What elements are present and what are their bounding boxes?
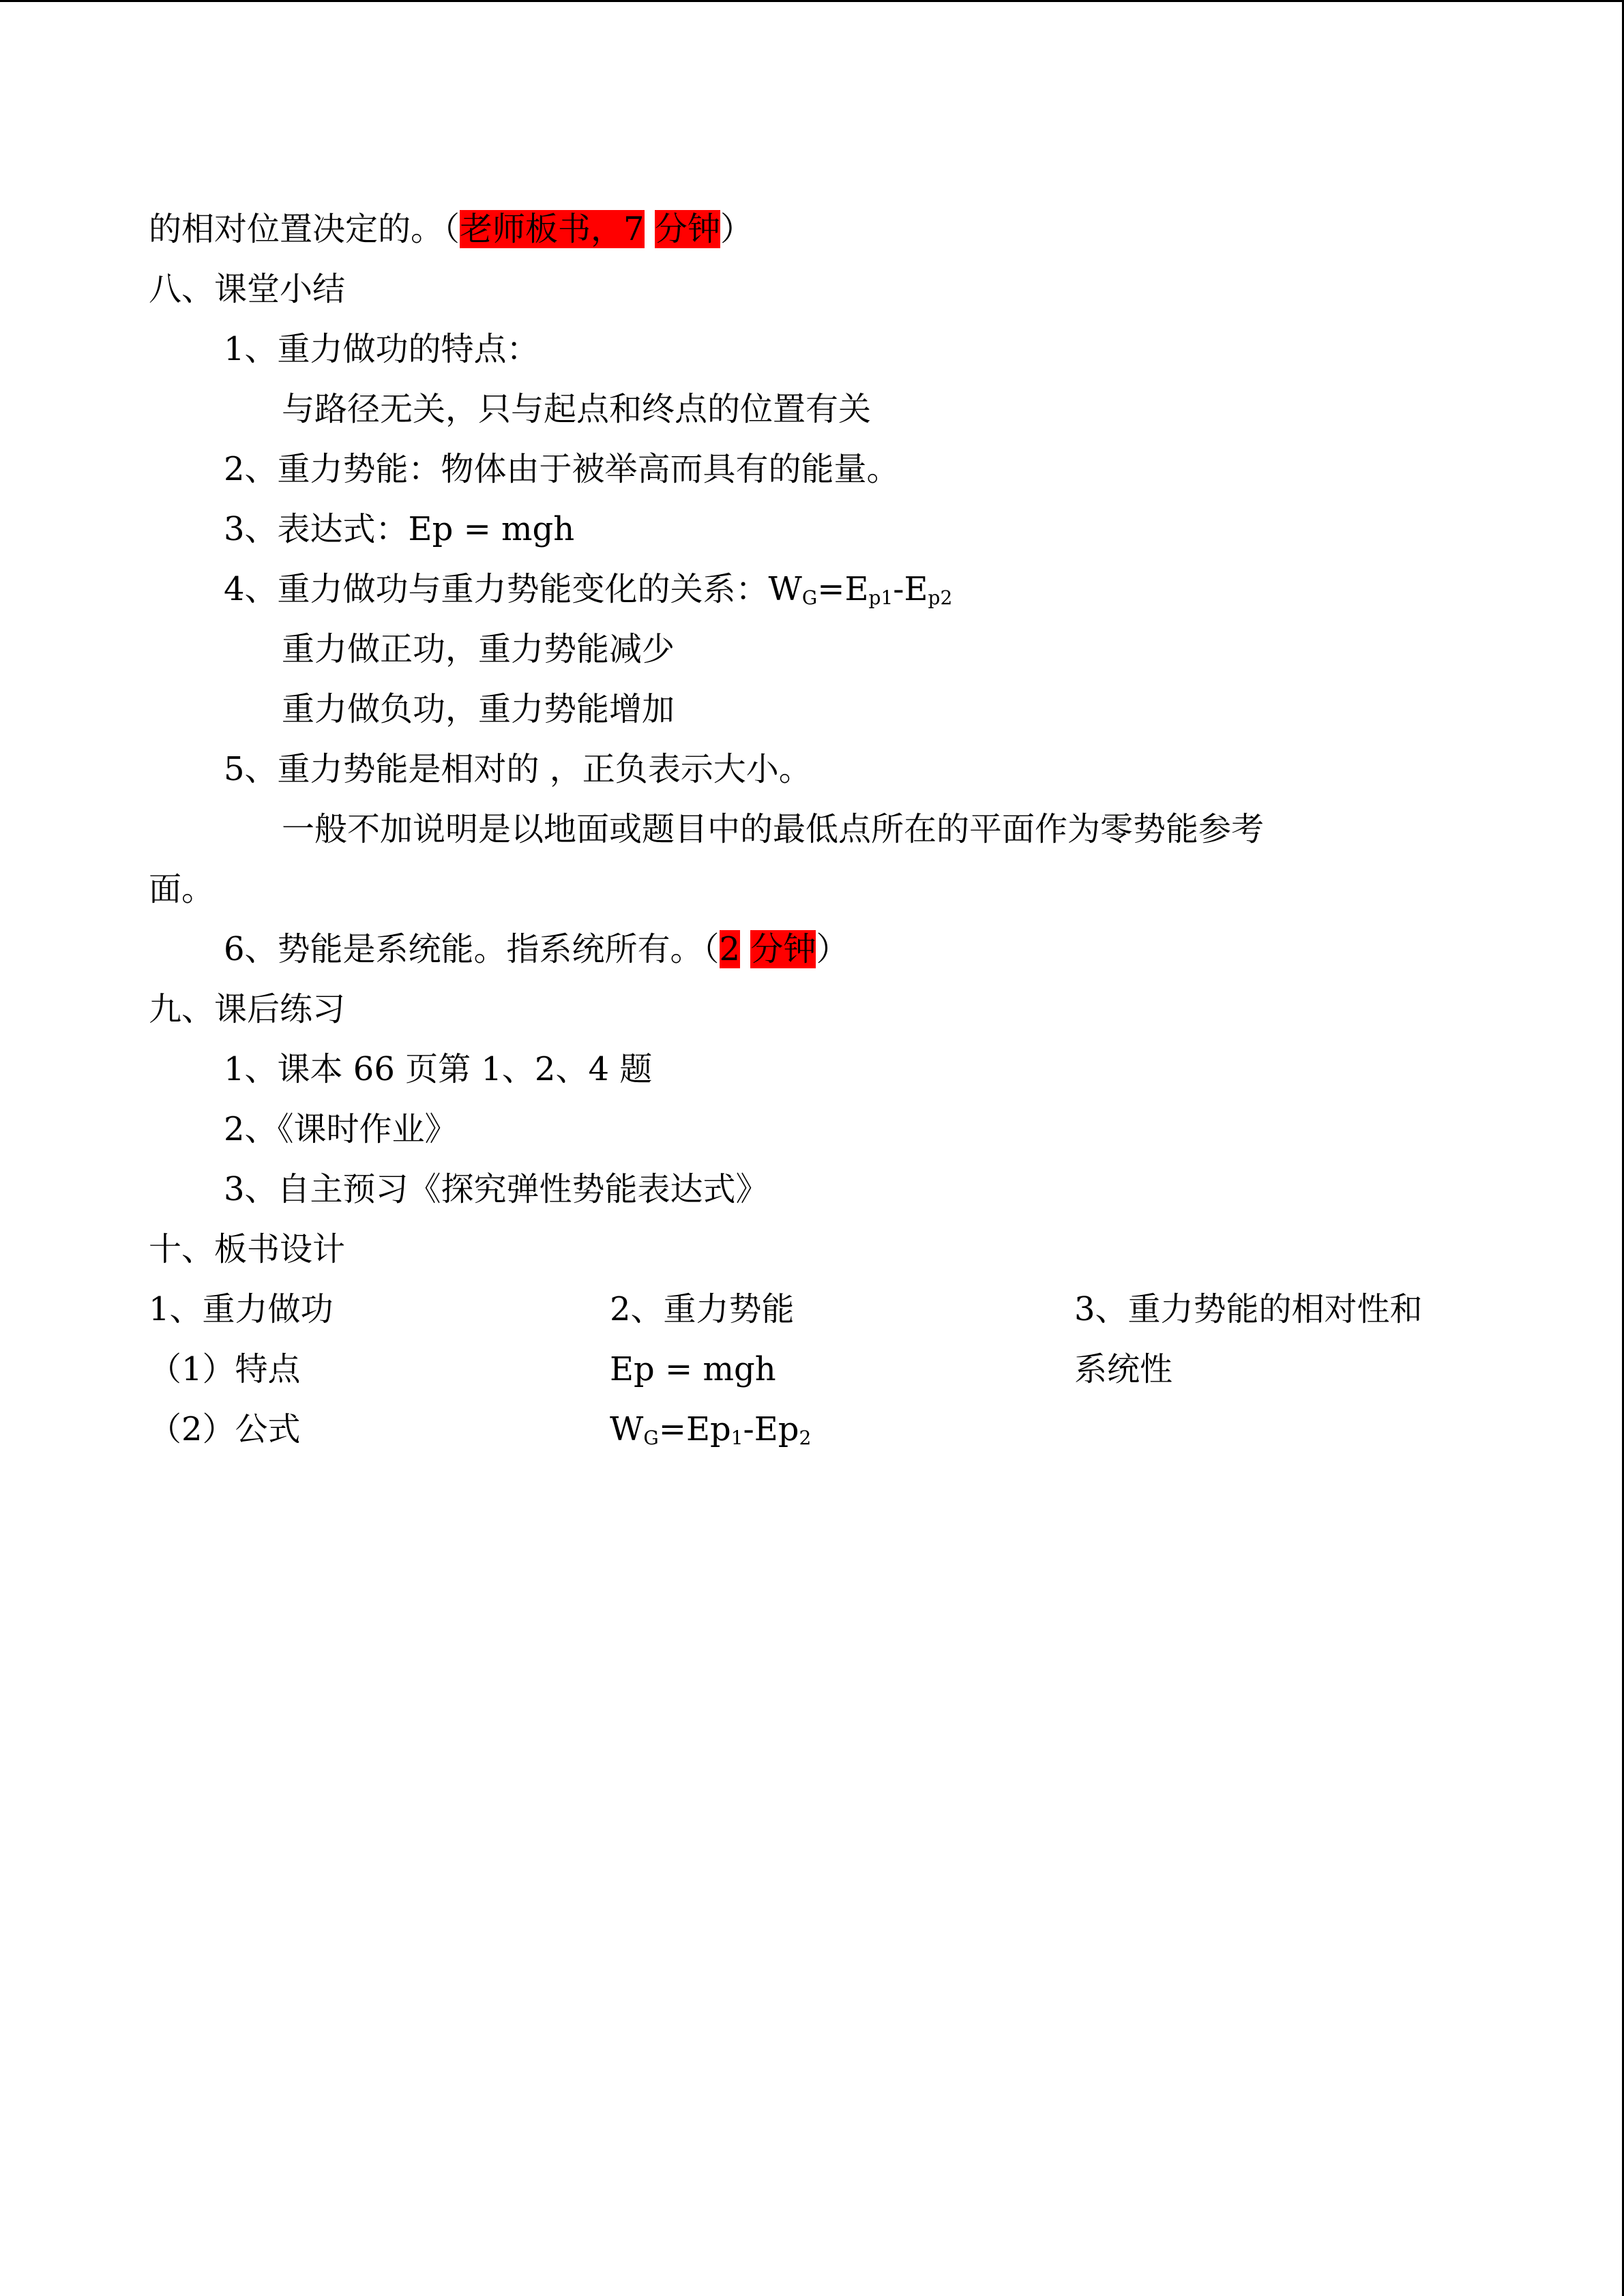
item4-mid1: =E [817,570,869,608]
formula-w: W [610,1410,644,1448]
homework-item-3: 3、自主预习《探究弹性势能表达式》 [224,1170,769,1208]
board-col2-row1: Ep = mgh [610,1350,776,1388]
formula-sub-g: G [643,1427,659,1449]
board-column-1 [149,1279,606,1459]
board-col2-title: 2、重力势能 [610,1290,795,1328]
formula-sub-1: 1 [730,1427,743,1449]
homework-item-2: 2、《课时作业》 [224,1110,458,1148]
continued-line [149,199,1513,259]
summary-item-1-detail: 与路径无关，只与起点和终点的位置有关 [282,390,872,428]
section-10-heading: 十、板书设计 [149,1230,346,1268]
highlight-minutes: 分钟 [654,210,720,248]
summary-item-4-detail-1: 重力做正功，重力势能减少 [282,630,675,668]
item4-sub-p1: p1 [868,586,894,609]
board-col1-row1: （1）特点 [149,1350,301,1388]
board-col3-title: 3、重力势能的相对性和 [1074,1290,1423,1328]
item6-text: 6、势能是系统能。指系统所有。（ [224,930,720,968]
formula-sub-2: 2 [799,1427,812,1449]
board-col1-row2: （2）公式 [149,1410,301,1448]
section-9-heading: 九、课后练习 [149,990,346,1028]
item4-prefix: 4、重力做功与重力势能变化的关系：W [224,570,802,608]
board-column-3 [1074,1279,1511,1399]
item4-sub-g: G [801,586,818,609]
page-top-border [0,0,1624,2]
item6-highlight-number: 2 [719,930,741,968]
item6-highlight-minutes: 分钟 [750,930,816,968]
item6-gap [740,930,750,968]
summary-item-2: 2、重力势能：物体由于被举高而具有的能量。 [224,450,900,488]
board-col1-title: 1、重力做功 [149,1290,334,1328]
summary-item-5-detail-wrap: 面。 [149,870,215,908]
summary-item-4 [149,559,1513,619]
section-8-heading: 八、课堂小结 [149,270,346,308]
formula-mid1: =Ep [658,1410,731,1448]
item4-sub-p2: p2 [928,586,953,609]
continued-text: 的相对位置决定的。（ [149,210,460,248]
board-col3-row1: 系统性 [1074,1350,1173,1388]
item6-close: ） [816,930,849,968]
summary-item-5: 5、重力势能是相对的 ，正负表示大小。 [224,750,812,788]
board-col2-row2 [610,1399,1067,1459]
board-design [149,1279,1513,1459]
homework-item-1: 1、课本 66 页第 1、2、4 题 [224,1050,653,1088]
item4-mid2: -E [893,570,928,608]
document-body [149,199,1513,1459]
highlight-teacher-writing: 老师板书，7 [460,210,645,248]
summary-item-1: 1、重力做功的特点： [224,330,540,368]
summary-item-6 [149,919,1513,979]
highlight-gap [645,210,655,248]
summary-item-3: 3、表达式：Ep = mgh [224,510,575,548]
summary-item-5-detail: 一般不加说明是以地面或题目中的最低点所在的平面作为零势能参考 [282,810,1265,848]
formula-mid2: -Ep [743,1410,799,1448]
close-paren: ） [720,210,753,248]
board-column-2 [610,1279,1067,1459]
summary-item-4-detail-2: 重力做负功，重力势能增加 [282,690,675,728]
